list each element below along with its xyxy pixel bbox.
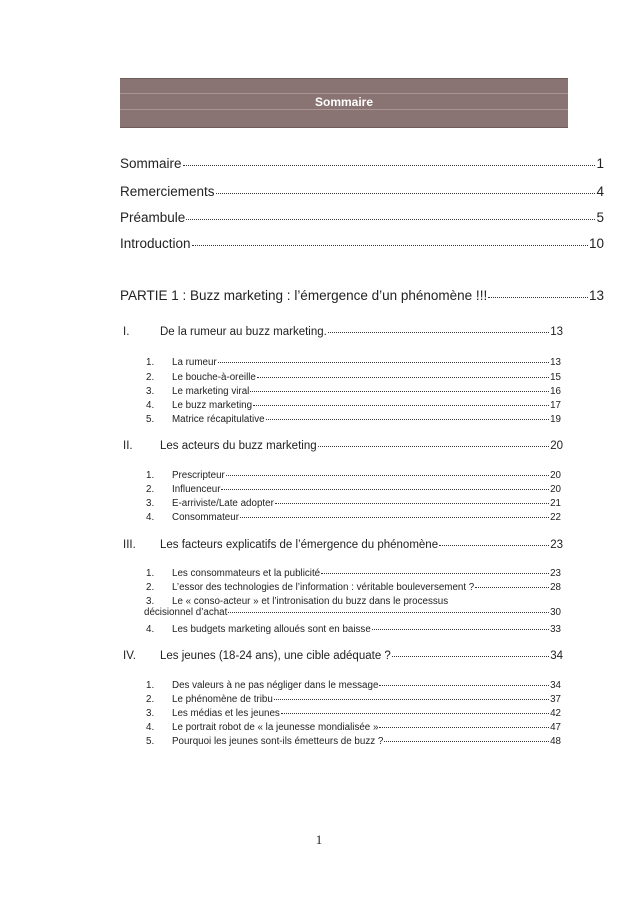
toc-leader [379, 727, 549, 728]
banner-rule-top [120, 93, 568, 94]
toc-item-number: 3. [146, 708, 155, 719]
page-number: 1 [315, 832, 323, 847]
toc-page-number: 16 [550, 386, 561, 397]
toc-item[interactable] [146, 568, 561, 579]
toc-item[interactable] [146, 414, 561, 425]
toc-section-1[interactable] [123, 326, 563, 338]
toc-page-number: 10 [588, 236, 604, 251]
toc-entry-preambule[interactable] [120, 210, 604, 225]
toc-page-number: 48 [550, 736, 561, 747]
toc-leader [186, 219, 595, 220]
toc-item-number: 4. [146, 624, 155, 635]
toc-item-label: Influenceur [172, 484, 221, 495]
toc-leader [266, 419, 550, 420]
toc-section-number: IV. [123, 650, 137, 662]
toc-item-label: La rumeur [172, 357, 217, 368]
toc-item[interactable] [146, 722, 561, 733]
toc-item-number: 2. [146, 694, 155, 705]
toc-item-number: 2. [146, 484, 155, 495]
toc-item[interactable] [146, 680, 561, 691]
toc-entry-label: PARTIE 1 : Buzz marketing : l’émergence d’un phénomène !!! [120, 288, 488, 303]
toc-page-number: 20 [550, 484, 561, 495]
toc-item-label: Des valeurs à ne pas négliger dans le message [172, 680, 379, 691]
toc-item[interactable] [146, 512, 561, 523]
toc-leader [216, 193, 596, 194]
toc-page-number: 20 [550, 470, 561, 481]
toc-item-label: Le marketing viral [172, 386, 250, 397]
toc-page-number: 21 [550, 498, 561, 509]
toc-item-number: 1. [146, 680, 155, 691]
toc-item-number: 3. [146, 498, 155, 509]
toc-leader [183, 165, 596, 166]
toc-leader [257, 377, 549, 378]
toc-item-label: Le phénomène de tribu [172, 694, 273, 705]
toc-item-label: Le buzz marketing [172, 400, 253, 411]
toc-leader [275, 503, 549, 504]
toc-item[interactable] [146, 624, 561, 635]
toc-leader [328, 332, 549, 333]
toc-entry-label: Préambule [120, 210, 186, 225]
toc-page-number: 34 [550, 650, 563, 662]
banner-rule-bottom [120, 109, 568, 110]
toc-leader [274, 699, 549, 700]
toc-entry-label: Sommaire [120, 156, 182, 171]
toc-page-number: 15 [550, 372, 561, 383]
toc-item[interactable] [146, 400, 561, 411]
toc-item-label: Les budgets marketing alloués sont en baisse [172, 624, 371, 635]
toc-item-label: Matrice récapitulative [172, 414, 265, 425]
toc-item-label: Pourquoi les jeunes sont-ils émetteurs de buzz ? [172, 736, 384, 747]
banner-title: Sommaire [314, 95, 374, 109]
toc-section-label: Les acteurs du buzz marketing [160, 440, 317, 452]
toc-page-number: 20 [550, 440, 563, 452]
toc-page-number: 19 [550, 414, 561, 425]
toc-item[interactable] [146, 372, 561, 383]
toc-section-number: II. [123, 440, 133, 452]
toc-item-label: Les médias et les jeunes [172, 708, 280, 719]
toc-leader [384, 741, 549, 742]
toc-page-number: 22 [550, 512, 561, 523]
toc-entry-remerciements[interactable] [120, 184, 604, 199]
toc-page-number: 13 [550, 357, 561, 368]
toc-item-number: 2. [146, 372, 155, 383]
toc-item-number: 1. [146, 568, 155, 579]
toc-item-label-line2: décisionnel d’achat [144, 607, 228, 618]
toc-page-number: 5 [596, 210, 604, 225]
toc-leader [253, 405, 549, 406]
toc-section-number: III. [123, 539, 136, 551]
toc-page-number: 28 [550, 582, 561, 593]
toc-leader [475, 587, 549, 588]
toc-item-number: 3. [146, 386, 155, 397]
toc-leader [240, 517, 549, 518]
toc-item-number: 4. [146, 512, 155, 523]
toc-leader [321, 573, 549, 574]
toc-item[interactable] [146, 386, 561, 397]
toc-leader [250, 391, 549, 392]
toc-item-number: 5. [146, 414, 155, 425]
toc-section-label: Les jeunes (18-24 ans), une cible adéquate ? [160, 650, 391, 662]
toc-entry-sommaire[interactable] [120, 156, 604, 171]
toc-item-number: 5. [146, 736, 155, 747]
toc-leader [226, 475, 549, 476]
toc-item[interactable] [146, 498, 561, 509]
toc-item[interactable] [146, 484, 561, 495]
toc-leader [392, 656, 549, 657]
toc-leader [488, 297, 588, 298]
toc-entry-label: Introduction [120, 236, 191, 251]
toc-item-label-line1: Le « conso-acteur » et l’intronisation du buzz dans le processus [172, 596, 449, 607]
toc-section-2[interactable] [123, 440, 563, 452]
toc-item[interactable] [146, 708, 561, 719]
toc-page-number: 47 [550, 722, 561, 733]
toc-leader [228, 612, 549, 613]
toc-leader [221, 489, 549, 490]
toc-item[interactable] [146, 582, 561, 593]
toc-section-4[interactable] [123, 650, 563, 662]
toc-section-number: I. [123, 326, 130, 338]
toc-item-number: 4. [146, 722, 155, 733]
toc-page-number: 37 [550, 694, 561, 705]
toc-page-number: 33 [550, 624, 561, 635]
toc-page-number: 42 [550, 708, 561, 719]
toc-leader [439, 545, 549, 546]
toc-leader [192, 245, 588, 246]
toc-page-number: 30 [550, 607, 561, 618]
toc-item-label: Les consommateurs et la publicité [172, 568, 321, 579]
toc-item-number: 4. [146, 400, 155, 411]
toc-page-number: 17 [550, 400, 561, 411]
toc-section-label: De la rumeur au buzz marketing. [160, 326, 327, 338]
toc-leader [379, 685, 549, 686]
toc-item-label: Le bouche-à-oreille [172, 372, 256, 383]
toc-item-label: Le portrait robot de « la jeunesse mondialisée » [172, 722, 379, 733]
toc-item-label: Consommateur [172, 512, 239, 523]
toc-item-label: Prescripteur [172, 470, 225, 481]
toc-page-number: 23 [550, 539, 563, 551]
toc-item[interactable] [146, 694, 561, 705]
toc-item[interactable] [146, 470, 561, 481]
toc-page-number: 34 [550, 680, 561, 691]
toc-page-number: 4 [596, 184, 604, 199]
toc-entry-partie-1[interactable] [120, 288, 604, 303]
toc-leader [281, 713, 549, 714]
toc-leader [318, 446, 550, 447]
toc-item[interactable] [146, 357, 561, 368]
toc-leader [218, 362, 549, 363]
toc-item-number: 3. [146, 596, 155, 607]
toc-page-number: 23 [550, 568, 561, 579]
toc-item-number: 1. [146, 470, 155, 481]
toc-item-label: E-arriviste/Late adopter [172, 498, 274, 509]
toc-entry-label: Remerciements [120, 184, 215, 199]
toc-item[interactable] [146, 736, 561, 747]
toc-item-number: 2. [146, 582, 155, 593]
sommaire-banner [120, 78, 568, 128]
toc-page-number: 13 [550, 326, 563, 338]
toc-leader [372, 629, 549, 630]
toc-entry-introduction[interactable] [120, 236, 604, 251]
toc-item-line2 [144, 607, 561, 618]
toc-item-label: L’essor des technologies de l’information : véritable bouleversement ? [172, 582, 475, 593]
toc-section-3[interactable] [123, 539, 563, 551]
toc-section-label: Les facteurs explicatifs de l’émergence du phénomène [160, 539, 439, 551]
toc-page-number: 13 [588, 288, 604, 303]
toc-item-number: 1. [146, 357, 155, 368]
toc-item-wrapped[interactable] [146, 596, 561, 618]
toc-page-number: 1 [596, 156, 604, 171]
